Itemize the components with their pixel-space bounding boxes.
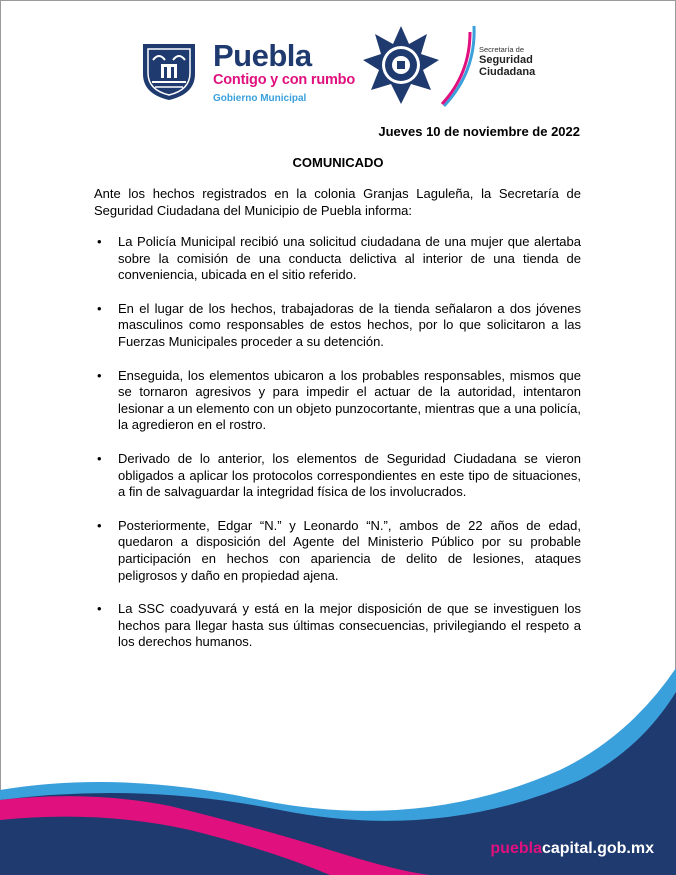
footer-url-rest: capital.gob.mx bbox=[541, 840, 654, 857]
ssc-logo-text bbox=[479, 45, 535, 78]
list-item-text: La SSC coadyuvará y está en la mejor disposición de que se investiguen los hechos para llegar hasta sus últimas consecuencias, privilegiando el respeto a los derechos humanos. bbox=[118, 601, 581, 650]
brand-government: Gobierno Municipal bbox=[213, 93, 307, 104]
ssc-line-2: Seguridad bbox=[479, 54, 533, 66]
police-badge-icon bbox=[361, 24, 441, 106]
brand-name: Puebla bbox=[213, 38, 312, 73]
bullet-icon: • bbox=[97, 450, 102, 466]
list-item-text: La Policía Municipal recibió una solicitud ciudadana de una mujer que alertaba sobre la comisión de una conducta delictiva al interior de una tienda de conveniencia, ubicada en el sitio referido. bbox=[118, 234, 581, 283]
bullet-icon: • bbox=[97, 367, 102, 383]
list-item bbox=[94, 518, 581, 584]
list-item-text: En el lugar de los hechos, trabajadoras de la tienda señalaron a dos jóvenes masculinos como responsables de estos hechos, por lo que solicitaron a las Fuerzas Municipales proceder a su detención. bbox=[118, 300, 581, 349]
list-item-text: Posteriormente, Edgar “N.” y Leonardo “N.”, ambos de 22 años de edad, quedaron a disposición del Agente del Ministerio Público por su probable participación en hechos con apariencia de delito de lesiones, ataques peligrosos y daño en propiedad ajena. bbox=[118, 517, 581, 583]
letterhead bbox=[0, 0, 676, 120]
document-date: Jueves 10 de noviembre de 2022 bbox=[378, 124, 580, 139]
intro-paragraph: Ante los hechos registrados en la colonia Granjas Laguleña, la Secretaría de Seguridad Ciudadana del Municipio de Puebla informa: bbox=[94, 186, 581, 218]
ssc-line-3: Ciudadana bbox=[479, 66, 536, 78]
bullet-icon: • bbox=[97, 517, 102, 533]
list-item bbox=[94, 234, 581, 284]
document-heading: COMUNICADO bbox=[292, 155, 384, 170]
list-item-text: Derivado de lo anterior, los elementos de Seguridad Ciudadana se vieron obligados a aplicar los protocolos correspondientes en este tipo de situaciones, a fin de salvaguardar la integridad física de los involucrados. bbox=[118, 450, 581, 500]
brand-block bbox=[213, 40, 355, 104]
brand-slogan: Contigo y con rumbo bbox=[213, 72, 355, 88]
bullet-icon: • bbox=[97, 234, 102, 249]
puebla-crest-icon bbox=[137, 40, 201, 102]
list-item bbox=[94, 301, 581, 351]
footer-url-accent: puebla bbox=[490, 840, 542, 857]
bullet-icon: • bbox=[97, 601, 102, 617]
list-item-text: Enseguida, los elementos ubicaron a los probables responsables, mismos que se tornaron agresivos y para impedir el actuar de la autoridad, intentaron lesionar a un elemento con un objeto punzocortante, mientras que a una policía, la agredieron en el rostro. bbox=[118, 367, 581, 433]
list-item bbox=[94, 601, 581, 651]
footer-url[interactable] bbox=[490, 840, 654, 858]
list-item bbox=[94, 451, 581, 501]
bullet-list bbox=[94, 234, 581, 668]
ssc-swoosh-icon bbox=[440, 22, 480, 112]
bullet-icon: • bbox=[97, 300, 102, 316]
ssc-line-1: Secretaría de bbox=[479, 45, 525, 54]
list-item bbox=[94, 368, 581, 434]
